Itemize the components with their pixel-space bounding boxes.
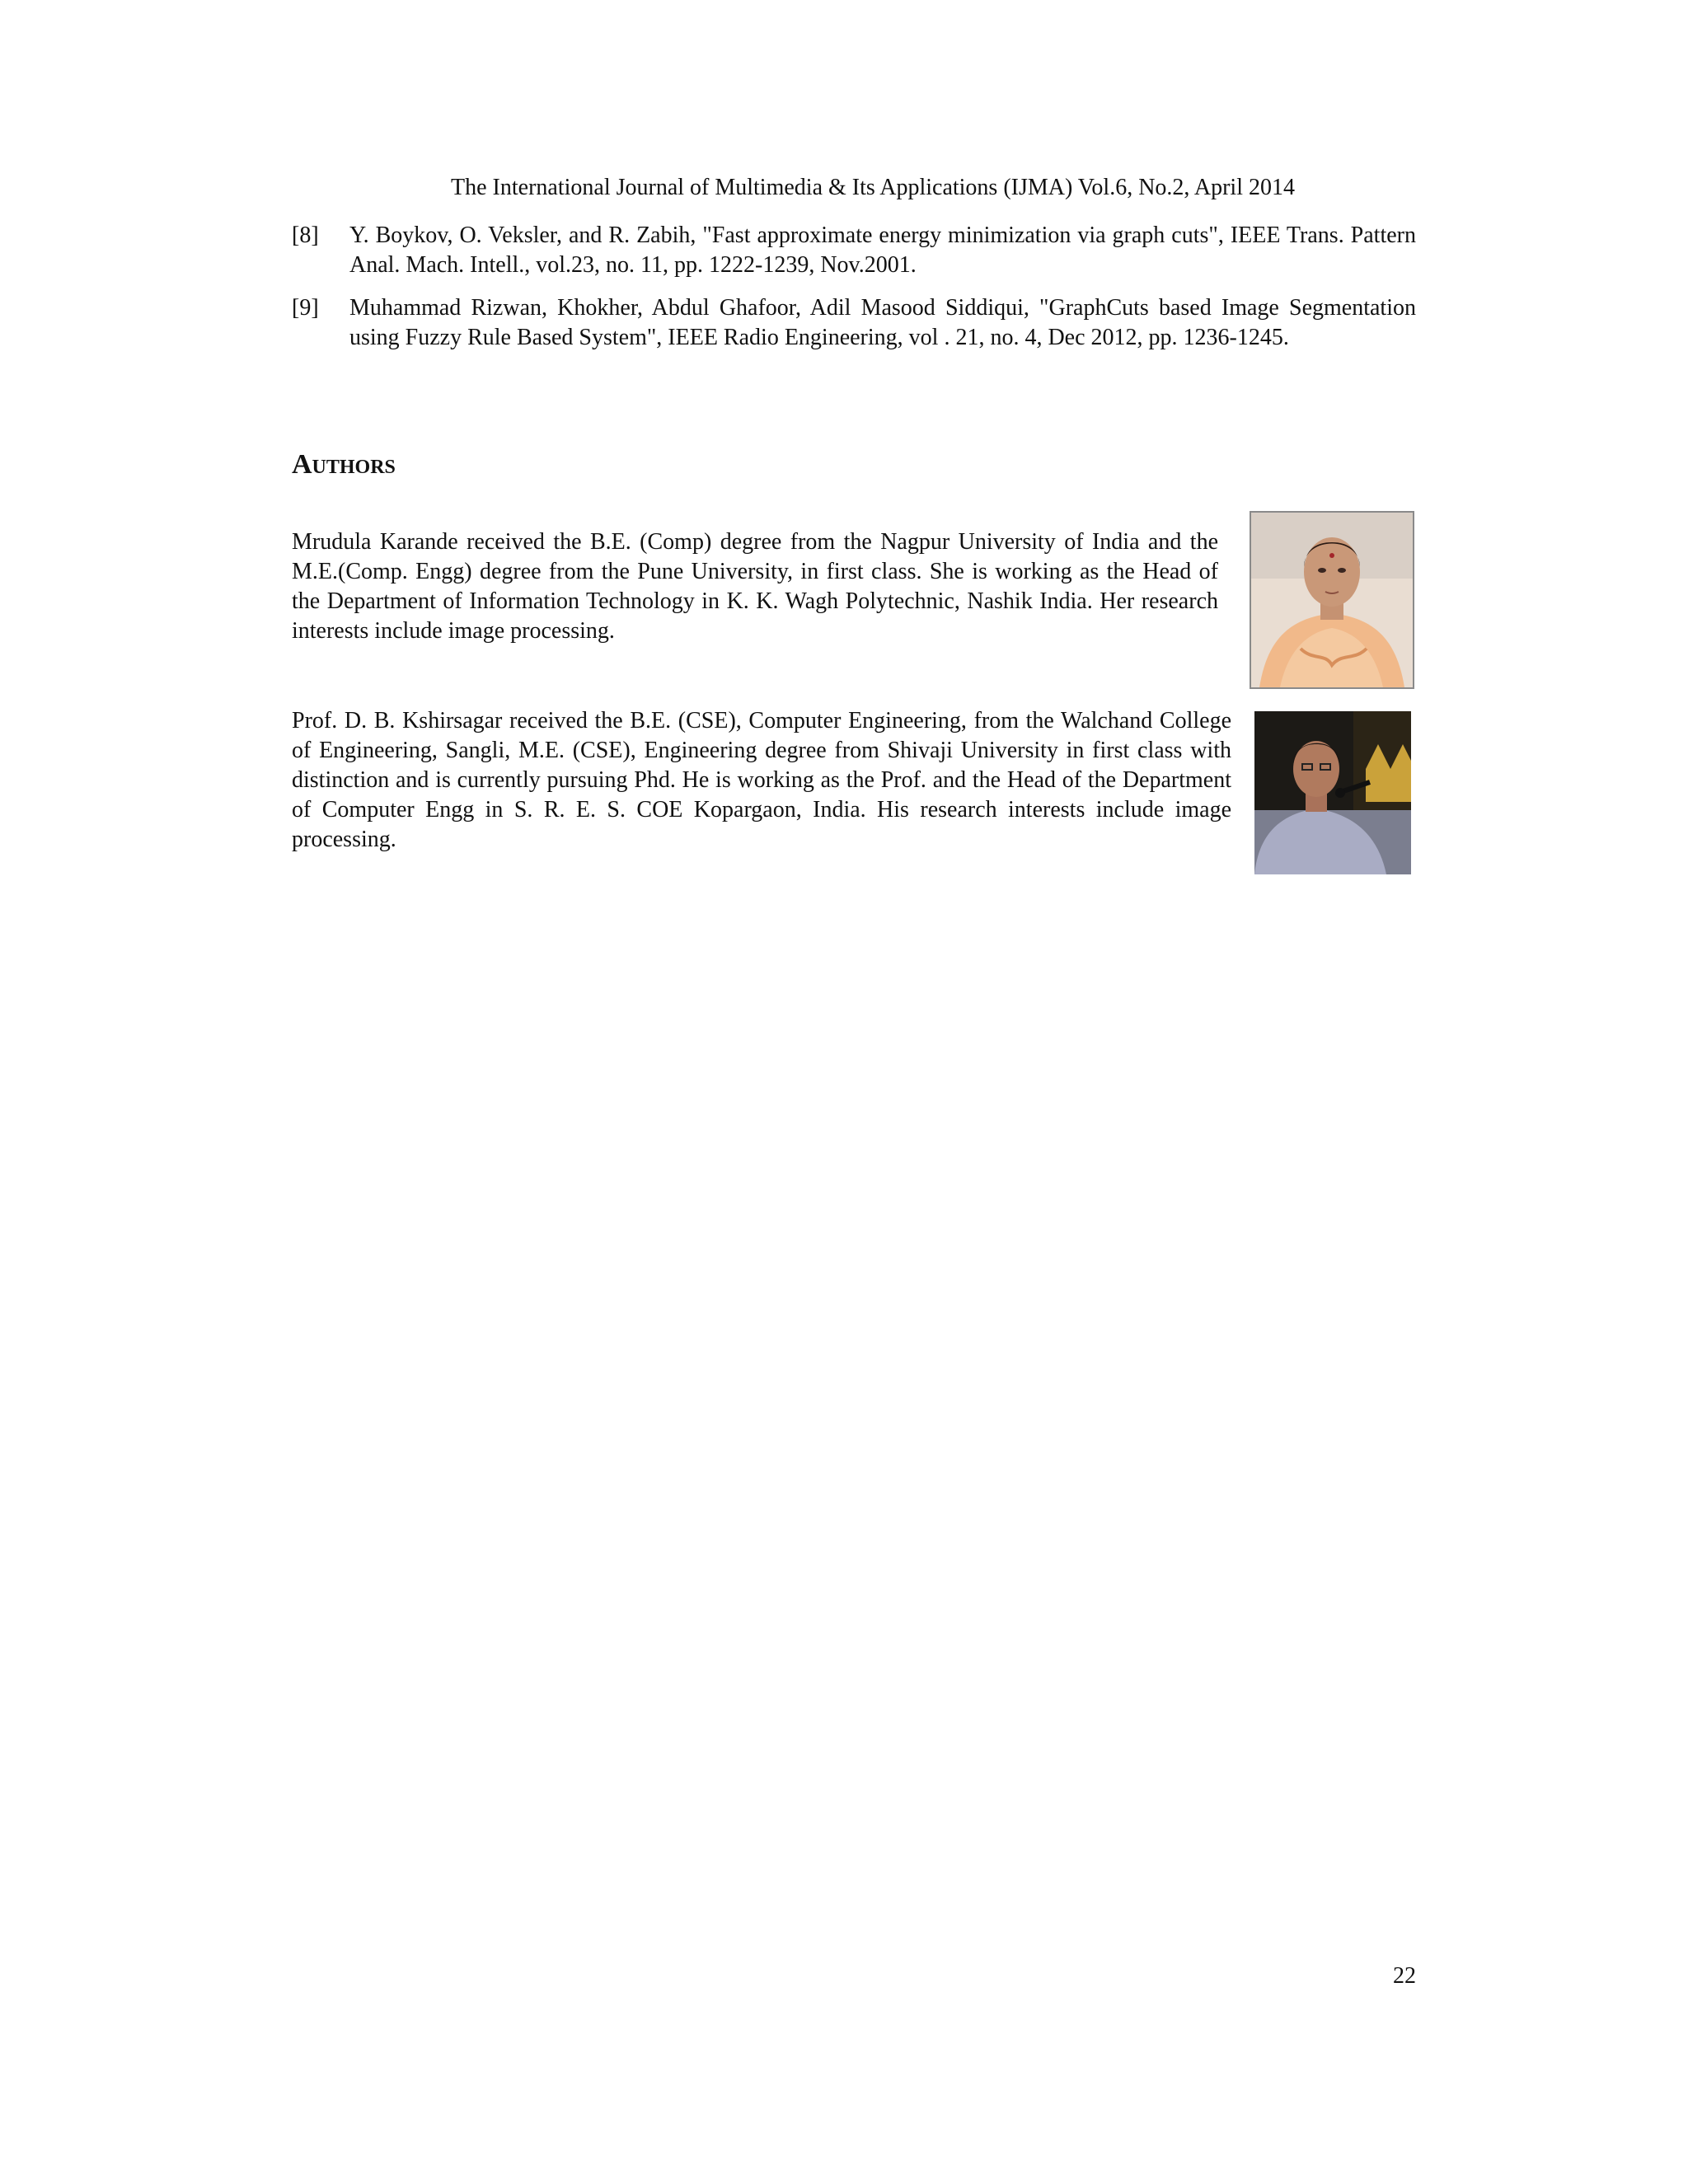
author-photo (1254, 711, 1411, 874)
author-bio: Mrudula Karande received the B.E. (Comp) degree from the Nagpur University of India and the M.E.(Comp. Engg) degree from the Pune University, in first class. She is working as the Head of the Department of Information Technology in K. K. Wagh Polytechnic, Nashik India. Her research interests include image processing. (292, 529, 1218, 644)
reference-text: Y. Boykov, O. Veksler, and R. Zabih, "Fast approximate energy minimization via graph cuts", IEEE Trans. Pattern Anal. Mach. Intell., vol.23, no. 11, pp. 1222-1239, Nov.2001. (349, 223, 1416, 278)
author-photo (1250, 511, 1414, 689)
reference-number: [9] (292, 295, 319, 321)
reference-item (292, 221, 1416, 280)
running-header: The International Journal of Multimedia & Its Applications (IJMA) Vol.6, No.2, April 2014 (451, 175, 1295, 200)
authors-heading: Authors (292, 449, 396, 480)
reference-list (292, 221, 1416, 366)
reference-number: [8] (292, 223, 319, 248)
author-bio: Prof. D. B. Kshirsagar received the B.E. (CSE), Computer Engineering, from the Walchand College of Engineering, Sangli, M.E. (CSE), Engineering degree from Shivaji University in first class with distinction and is currently pursuing Phd. He is working as the Prof. and the Head of the Department of Computer Engg in S. R. E. S. COE Kopargaon, India. His research interests include image processing. (292, 708, 1231, 852)
page-number: 22 (1393, 1963, 1416, 1989)
reference-item (292, 293, 1416, 353)
reference-text: Muhammad Rizwan, Khokher, Abdul Ghafoor, Adil Masood Siddiqui, "GraphCuts based Image Segmentation using Fuzzy Rule Based System", IEEE Radio Engineering, vol . 21, no. 4, Dec 2012, pp. 1236-1245. (349, 295, 1416, 350)
